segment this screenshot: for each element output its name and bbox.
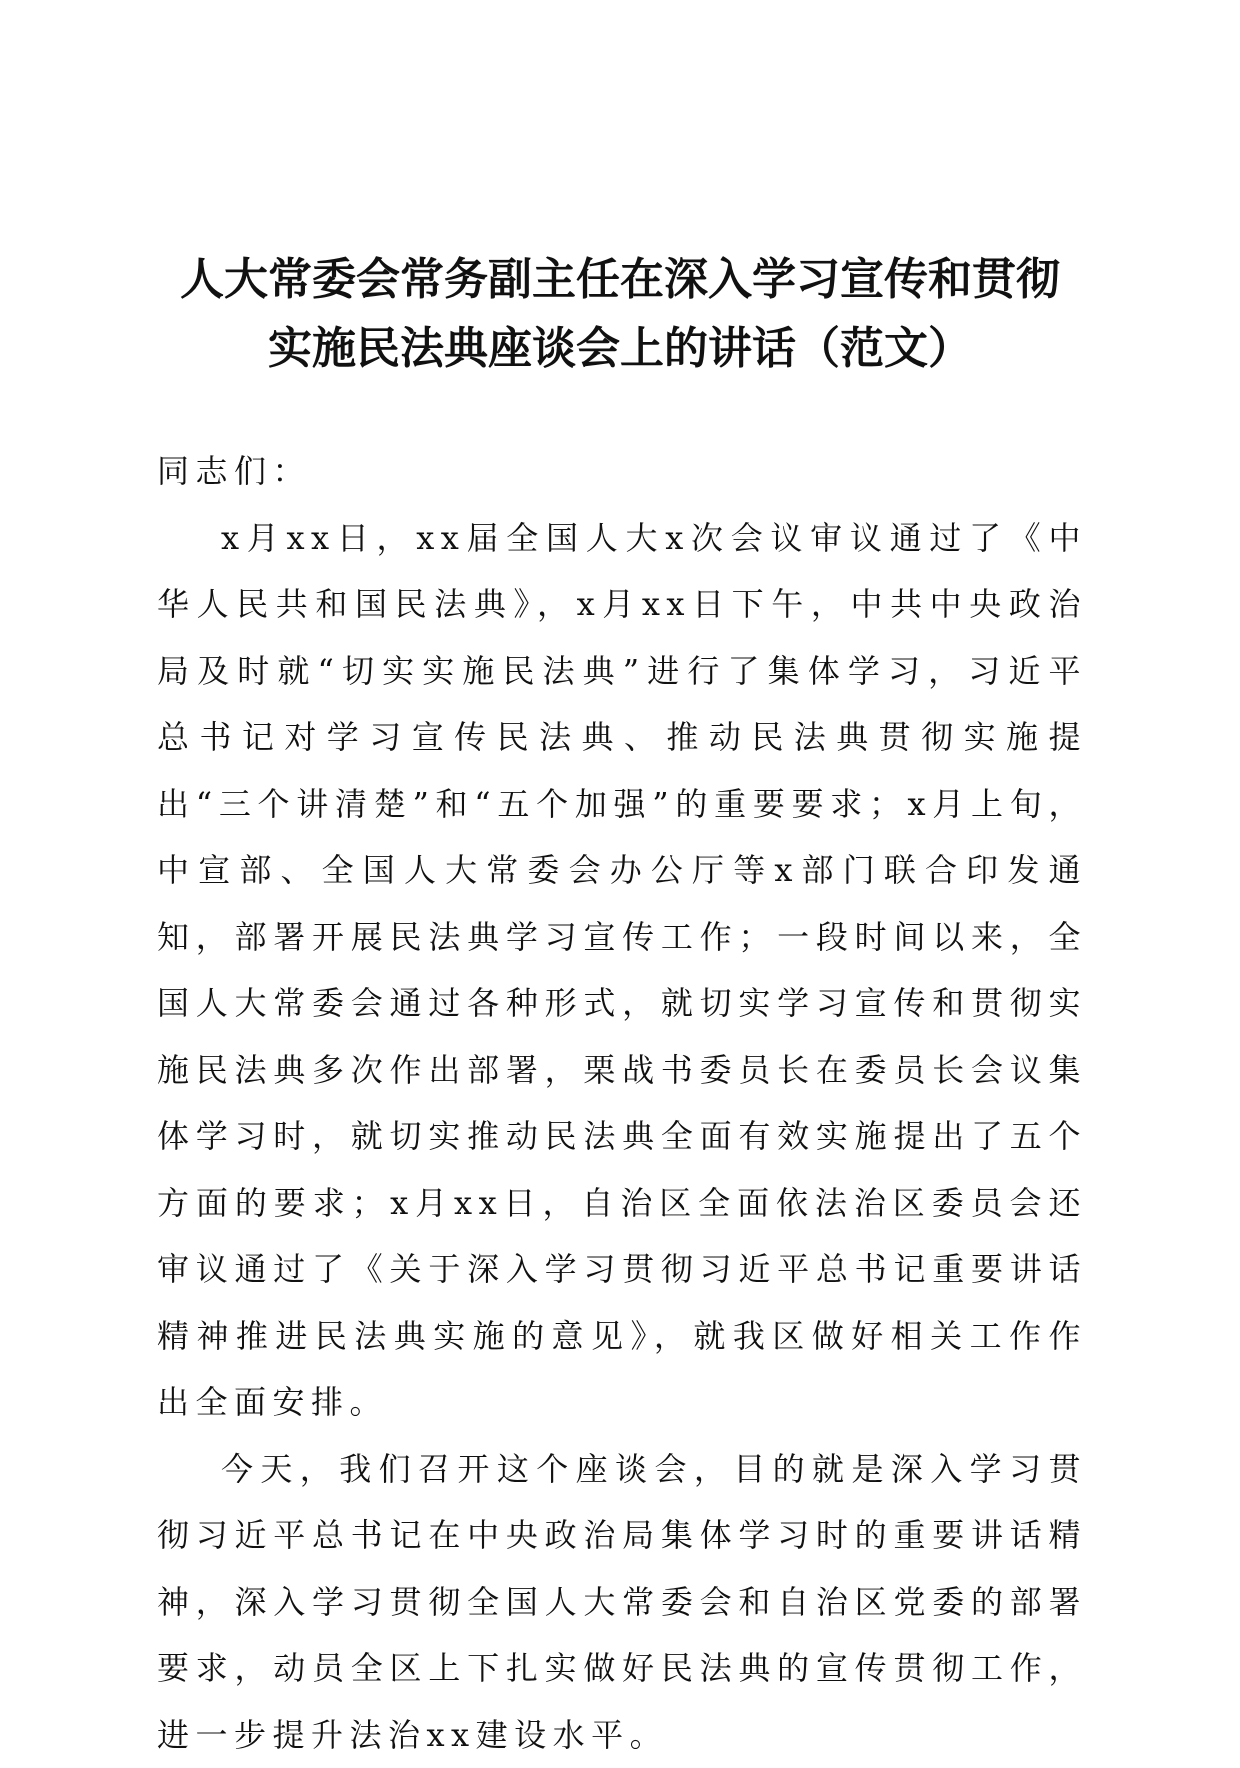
- title-line-1: 人大常委会常务副主任在深入学习宣传和贯彻: [140, 245, 1100, 314]
- title-line-2: 实施民法典座谈会上的讲话（范文）: [140, 314, 1100, 383]
- document-body: [157, 438, 1087, 1768]
- salutation: 同志们：: [157, 438, 1087, 505]
- document-title: [140, 245, 1100, 383]
- paragraph-2: 今天，我们召开这个座谈会，目的就是深入学习贯彻习近平总书记在中央政治局集体学习时的重要讲话精神，深入学习贯彻全国人大常委会和自治区党委的部署要求，动员全区上下扎实做好民法典的宣传贯彻工作，进一步提升法治xx建设水平。: [157, 1436, 1087, 1768]
- paragraph-1: x月xx日，xx届全国人大x次会议审议通过了《中华人民共和国民法典》，x月xx日下午，中共中央政治局及时就“切实实施民法典”进行了集体学习，习近平总书记对学习宣传民法典、推动民法典贯彻实施提出“三个讲清楚”和“五个加强”的重要要求；x月上旬，中宣部、全国人大常委会办公厅等x部门联合印发通知，部署开展民法典学习宣传工作；一段时间以来，全国人大常委会通过各种形式，就切实学习宣传和贯彻实施民法典多次作出部署，栗战书委员长在委员长会议集体学习时，就切实推动民法典全面有效实施提出了五个方面的要求；x月xx日，自治区全面依法治区委员会还审议通过了《关于深入学习贯彻习近平总书记重要讲话精神推进民法典实施的意见》，就我区做好相关工作作出全面安排。: [157, 505, 1087, 1436]
